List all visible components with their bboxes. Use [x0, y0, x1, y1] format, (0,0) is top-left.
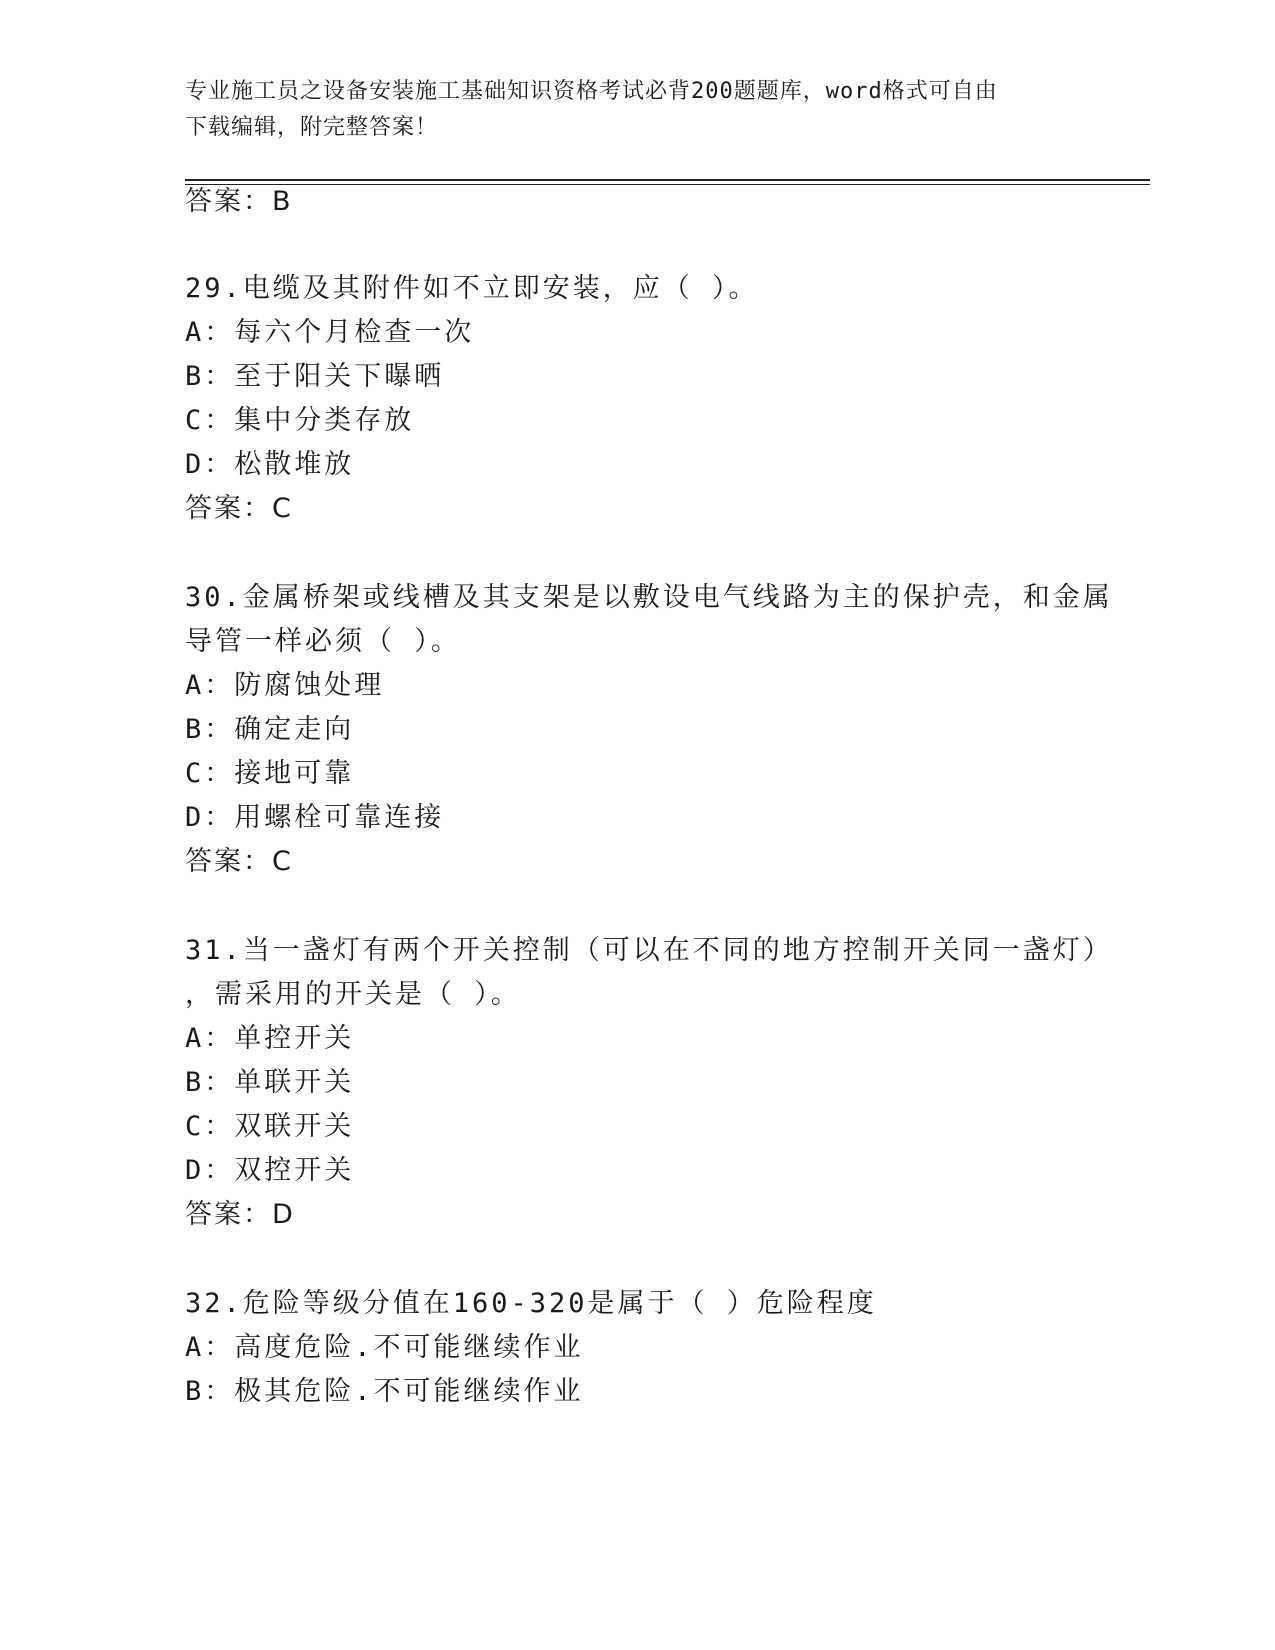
- option-d: D：双控开关: [185, 1155, 355, 1186]
- question-stem-cont: 导管一样必须（ ）。: [185, 626, 461, 657]
- option-c: C：双联开关: [185, 1111, 355, 1142]
- option-b: B：确定走向: [185, 714, 355, 745]
- question-stem: 31.当一盏灯有两个开关控制（可以在不同的地方控制开关同一盏灯）: [185, 935, 1113, 966]
- header-line-1: 专业施工员之设备安装施工基础知识资格考试必背200题题库，word格式可自由: [185, 79, 998, 104]
- option-b: B：至于阳关下曝晒: [185, 361, 445, 392]
- option-c: C：接地可靠: [185, 758, 355, 789]
- answer-line: 答案：B: [185, 186, 293, 217]
- option-a: A：每六个月检查一次: [185, 317, 475, 348]
- answer-line: 答案：C: [185, 493, 293, 524]
- question-stem-cont: ，需采用的开关是（ ）。: [185, 979, 521, 1010]
- option-b: B：单联开关: [185, 1067, 355, 1098]
- option-d: D：松散堆放: [185, 449, 355, 480]
- document-header: [185, 74, 1085, 146]
- option-a: A：单控开关: [185, 1023, 355, 1054]
- answer-line: 答案：D: [185, 1199, 295, 1230]
- option-c: C：集中分类存放: [185, 405, 415, 436]
- option-a: A：高度危险.不可能继续作业: [185, 1332, 584, 1363]
- question-stem: 32.危险等级分值在160-320是属于（ ）危险程度: [185, 1288, 877, 1319]
- header-divider: [185, 179, 1150, 181]
- question-stem: 29.电缆及其附件如不立即安装，应（ ）。: [185, 273, 759, 304]
- question-stem: 30.金属桥架或线槽及其支架是以敷设电气线路为主的保护壳，和金属: [185, 582, 1113, 613]
- header-line-2: 下载编辑，附完整答案！: [185, 115, 439, 140]
- option-b: B：极其危险.不可能继续作业: [185, 1376, 584, 1407]
- header-divider-thin: [185, 184, 1150, 185]
- option-d: D：用螺栓可靠连接: [185, 802, 445, 833]
- option-a: A：防腐蚀处理: [185, 670, 385, 701]
- answer-line: 答案：C: [185, 846, 293, 877]
